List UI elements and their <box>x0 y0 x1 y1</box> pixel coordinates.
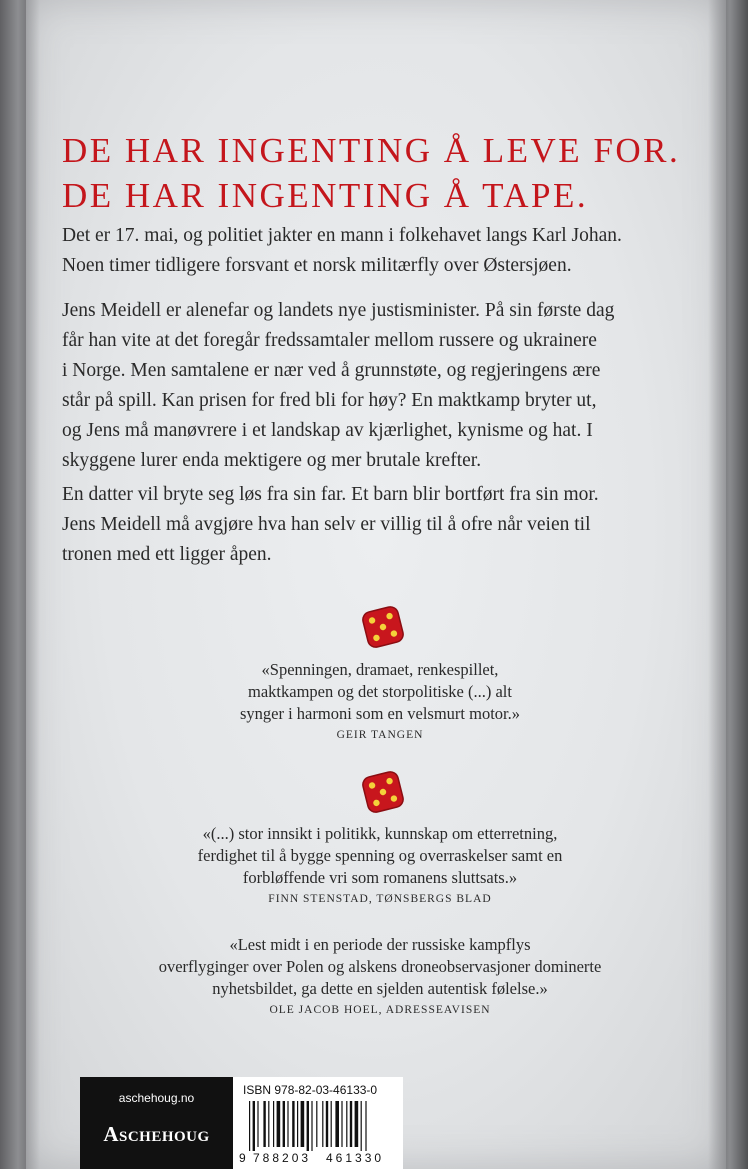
text-line: Det er 17. mai, og politiet jakter en mann i folkehavet langs Karl Johan. <box>62 225 622 246</box>
barcode-bar <box>350 1101 352 1147</box>
isbn-label: ISBN 978-82-03-46133-0 <box>243 1083 378 1097</box>
barcode-bar <box>268 1101 269 1147</box>
paragraph-intro <box>62 221 712 281</box>
text-line: og Jens må manøvrere i et landskap av kjærlighet, kynisme og hat. I <box>62 420 593 441</box>
barcode-bar <box>292 1101 294 1147</box>
quote-line: maktkampen og det storpolitiske (...) alt <box>248 682 512 701</box>
quote-line: forbløffende vri som romanens sluttsats.» <box>242 868 518 887</box>
review-author: OLE JACOB HOEL, ADRESSEAVISEN <box>269 1004 491 1016</box>
barcode-bar <box>365 1101 366 1151</box>
barcode-bar <box>322 1101 323 1147</box>
text-line: i Norge. Men samtalene er nær ved å grunnstøte, og regjeringens ære <box>62 360 601 381</box>
barcode-digit-group: 461330 <box>326 1151 385 1165</box>
text-line: skyggene lurer enda mektigere og mer brutale krefter. <box>62 450 482 471</box>
quote-line: ferdighet til å bygge spenning og overraskelser samt en <box>197 846 563 865</box>
barcode-bar <box>316 1101 317 1147</box>
quote-line: «(...) stor innsikt i politikk, kunnskap om etterretning, <box>202 824 558 843</box>
barcode-bar <box>346 1101 347 1147</box>
barcode-icon <box>239 1101 397 1151</box>
barcode-digit-group: 9 <box>239 1151 246 1165</box>
quote-line: overflyginger over Polen og alskens droneobservasjoner dominerte <box>158 957 602 976</box>
barcode-bar <box>355 1101 359 1147</box>
quote-line: synger i harmoni som en velsmurt motor.» <box>239 704 520 723</box>
text-line: Jens Meidell er alenefar og landets nye justisminister. På sin første dag <box>62 300 615 321</box>
barcode-bar <box>307 1101 309 1151</box>
right-edge <box>708 0 748 1169</box>
review-quote <box>140 823 620 905</box>
barcode-bar <box>263 1101 265 1147</box>
left-edge <box>0 0 40 1169</box>
dice-five-icon <box>360 604 406 650</box>
barcode-bar <box>331 1101 332 1147</box>
barcode-bar <box>311 1101 312 1151</box>
review-quote <box>150 659 610 741</box>
text-line: Jens Meidell må avgjøre hva han selv er villig til å ofre når veien til <box>62 514 591 535</box>
publisher-block <box>80 1077 233 1169</box>
barcode-bar <box>335 1101 339 1147</box>
barcode-bar <box>297 1101 298 1147</box>
barcode-bar <box>287 1101 288 1147</box>
quote-line: «Lest midt i en periode der russiske kampflys <box>229 935 531 954</box>
barcode-bar <box>277 1101 281 1147</box>
barcode-digit-group: 788203 <box>253 1151 312 1165</box>
publisher-url[interactable]: aschehoug.no <box>118 1091 195 1105</box>
barcode-bar <box>273 1101 274 1147</box>
barcode-bar <box>301 1101 305 1147</box>
text-line: står på spill. Kan prisen for fred bli for høy? En maktkamp bryter ut, <box>62 390 597 411</box>
barcode-bar <box>361 1101 362 1151</box>
headline-line: DE HAR INGENTING Å LEVE FOR. <box>62 131 681 170</box>
barcode-bar <box>249 1101 250 1151</box>
text-line: tronen med ett ligger åpen. <box>62 544 272 565</box>
paragraph-closing <box>62 480 712 570</box>
dice-five-icon <box>360 769 406 815</box>
review-quote <box>120 934 640 1016</box>
review-author: FINN STENSTAD, TØNSBERGS BLAD <box>268 893 492 905</box>
barcode-bar <box>283 1101 285 1147</box>
review-author: GEIR TANGEN <box>336 729 424 741</box>
barcode-bar <box>326 1101 328 1147</box>
barcode-bar <box>257 1101 258 1147</box>
quote-line: nyhetsbildet, ga dette en sjelden autentisk følelse.» <box>212 979 548 998</box>
publisher-logo: Aschehoug <box>103 1122 210 1146</box>
barcode-bar <box>341 1101 342 1147</box>
headline <box>62 128 680 218</box>
paragraph-plot <box>62 296 712 476</box>
barcode-digits <box>239 1151 399 1165</box>
quote-line: «Spenningen, dramaet, renkespillet, <box>261 660 499 679</box>
text-line: får han vite at det foregår fredssamtaler mellom russere og ukrainere <box>62 330 597 351</box>
text-line: En datter vil bryte seg løs fra sin far. Et barn blir bortført fra sin mor. <box>62 484 599 505</box>
barcode-block <box>233 1077 403 1169</box>
barcode-bar <box>253 1101 255 1151</box>
text-line: Noen timer tidligere forsvant et norsk militærfly over Østersjøen. <box>62 255 572 276</box>
headline-line: DE HAR INGENTING Å TAPE. <box>62 176 589 215</box>
